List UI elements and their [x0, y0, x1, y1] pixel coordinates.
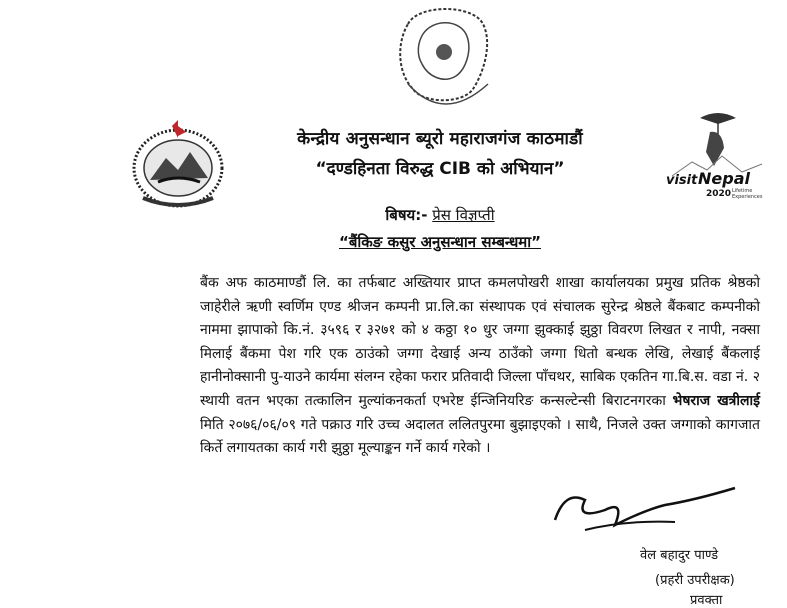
police-headquarters-stamp: [378, 4, 508, 129]
press-release-title: “बैंकिङ कसुर अनुसन्धान सम्बन्धमा”: [338, 233, 542, 251]
svg-text:Lifetime: Lifetime: [732, 188, 753, 194]
press-release-body: [200, 272, 760, 461]
svg-text:Experiences: Experiences: [732, 194, 763, 200]
spokesperson-rank: (प्रहरी उपरीक्षक): [655, 573, 735, 588]
body-text-part2: मिति २०७६/०६/०९ गते पक्राउ गरि उच्च अदालत ललितपुरमा बुझाइएको । साथै, निजले उक्त जग्गाको कागजात किर्ते लगायतका कार्य गरी झुठ्ठा मूल्याङ्कन गर्ने कार्य गरेको ।: [200, 416, 760, 457]
subject-value: प्रेस विज्ञप्ती: [432, 206, 495, 224]
accused-name: भेषराज खत्रीलाई: [672, 392, 760, 409]
svg-text:visit: visit: [666, 173, 698, 188]
subject-label: बिषय:-: [385, 206, 428, 224]
subject-line: [250, 205, 630, 225]
nepal-emblem-icon: [128, 118, 228, 210]
visit-nepal-2020-logo: [662, 112, 777, 202]
campaign-slogan: “दण्डहिनता विरुद्ध CIB को अभियान”: [315, 159, 565, 179]
body-text-part1: बैंक अफ काठमाण्डौं लि. का तर्फबाट अख्तियार प्राप्त कमलपोखरी शाखा कार्यालयका प्रमुख प्रतिक श्रेष्ठको जाहेरीले ऋणी स्वर्णिम एण्ड श्रीजन कम्पनी प्रा.लि.का संस्थापक एवं संचालक सुरेन्द्र श्रेष्ठले बैंकबाट कम्पनीको नाममा झापाको कि.नं. ३५९६ र ३२७१ को ४ कठ्ठा १० धुर जग्गा झुक्काई झुठ्ठा विवरण लिखत र नापी, नक्सा मिलाई बैंकमा पेश गरि एक ठाउंको जग्गा देखाई अन्य ठाउँको जग्गा धितो बन्धक लेखि, लेखाई बैंकलाई हानीनोक्सानी पु-याउने कार्यमा संलग्न रहेका फरार प्रतिवादी जिल्ला पाँचथर, साबिक एकतिन गा.बि.स. वडा नं. २ स्थायी वतन भएका तत्कालिन मुल्यांकनकर्ता एभरेष्ट ईन्जिनियरिङ कन्सल्टेन्सी बिराटनगरका: [200, 275, 760, 409]
spokesperson-name: वेल बहादुर पाण्डे: [640, 548, 719, 563]
organization-title: केन्द्रीय अनुसन्धान ब्यूरो महाराजगंज काठमाडौं: [297, 129, 583, 149]
svg-text:2020: 2020: [706, 189, 732, 199]
svg-text:Nepal: Nepal: [698, 169, 750, 188]
spokesperson-role: प्रवक्ता: [690, 593, 723, 608]
handwritten-signature: [545, 480, 745, 550]
